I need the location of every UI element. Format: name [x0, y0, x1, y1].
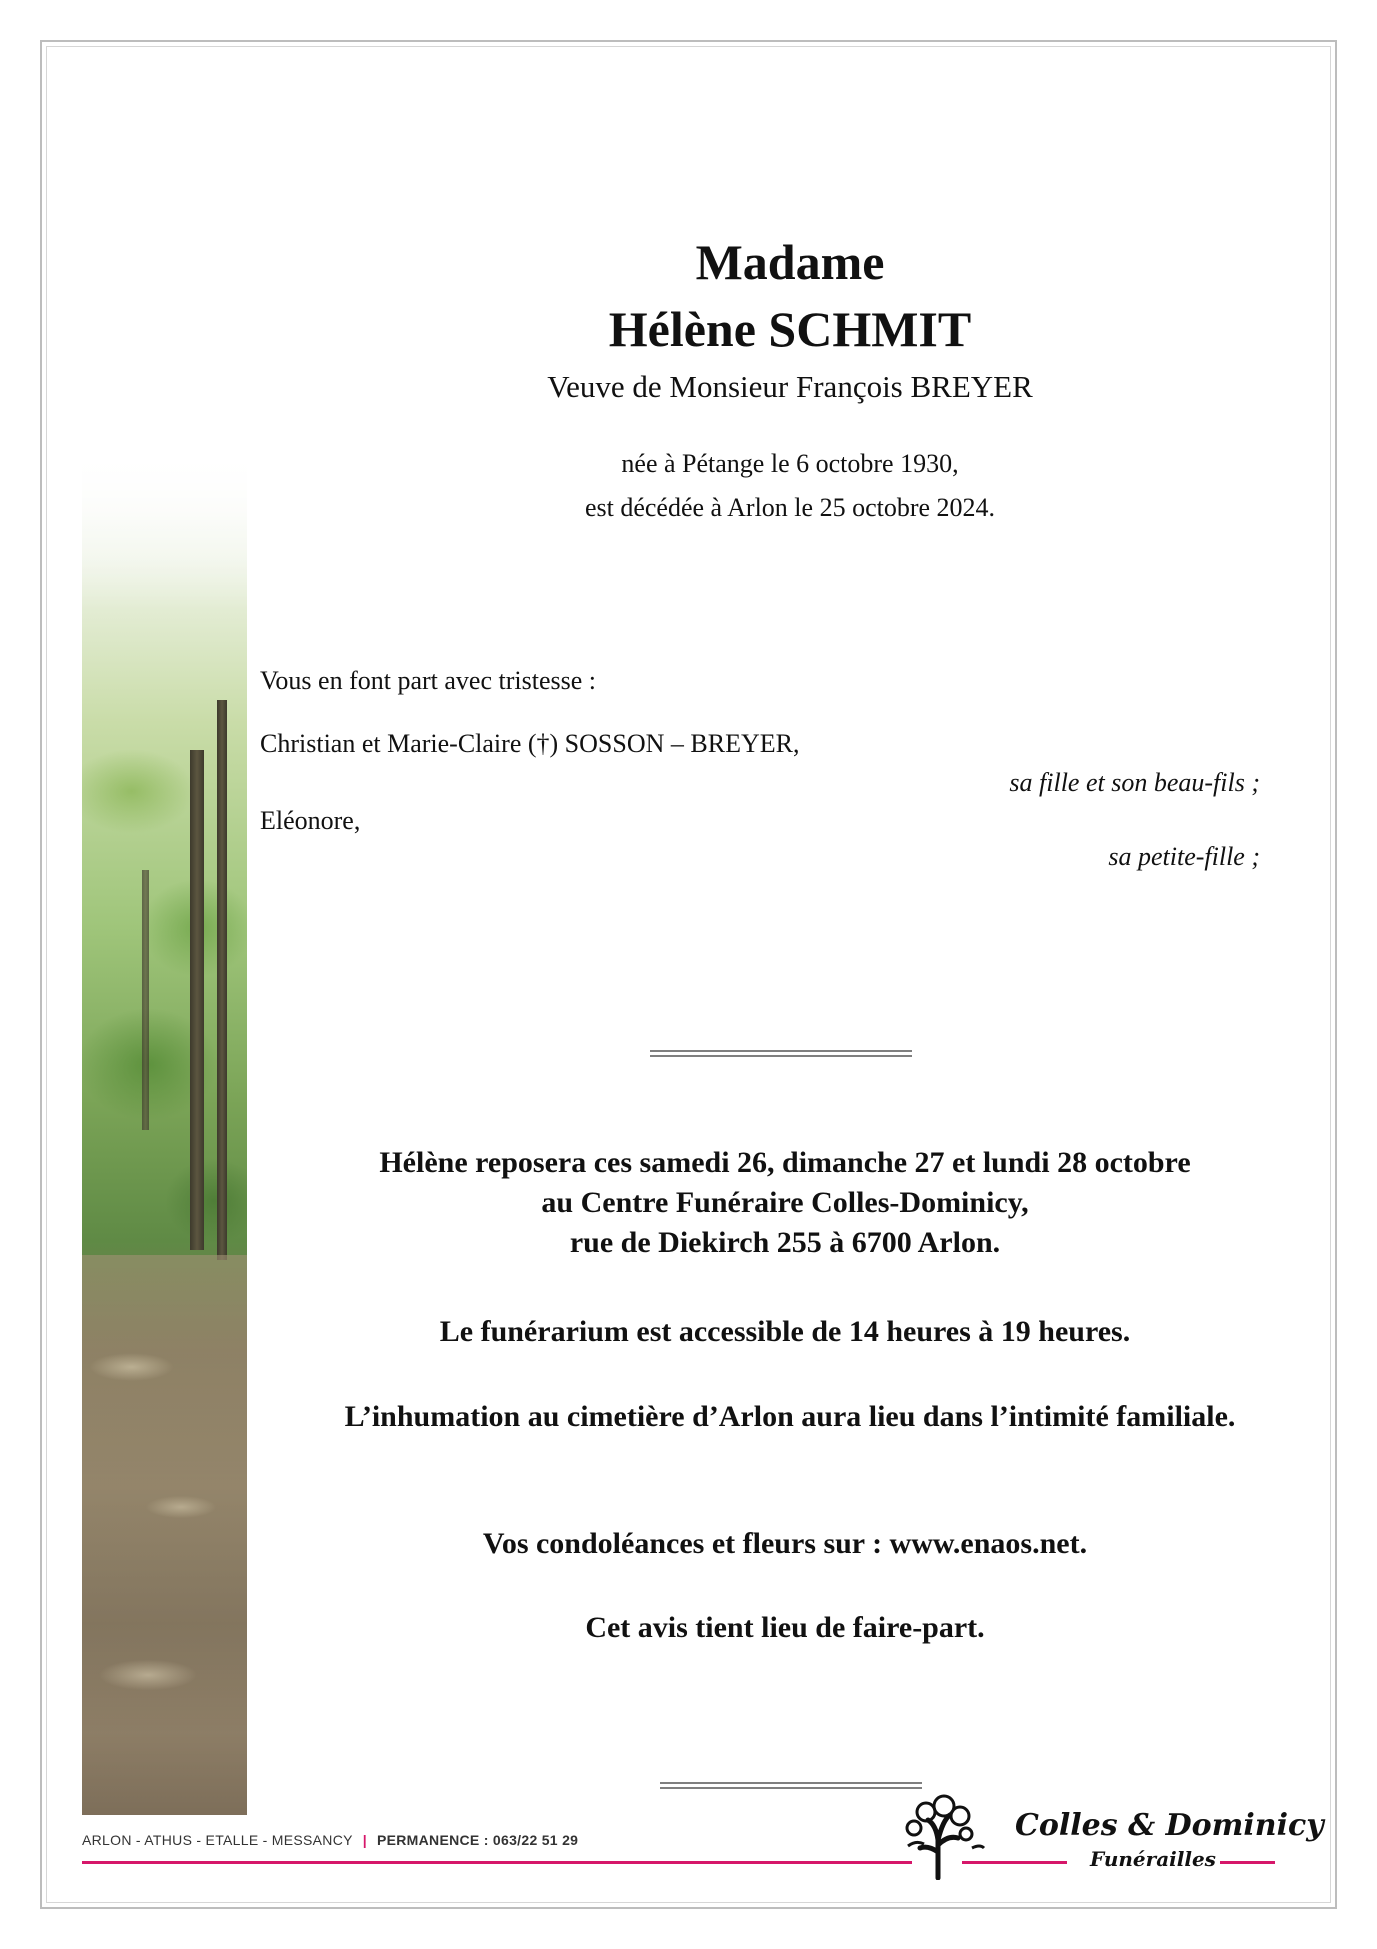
tree-icon [888, 1790, 988, 1880]
footer-separator: | [362, 1832, 367, 1848]
footer-contact [82, 1832, 578, 1848]
footer-divider [660, 1782, 922, 1789]
death-line: est décédée à Arlon le 25 octobre 2024. [584, 493, 996, 522]
footer-accent-line [82, 1861, 912, 1864]
family-member-role: sa petite-fille ; [1108, 842, 1260, 871]
visitation-line: au Centre Funéraire Colles-Dominicy, [541, 1186, 1029, 1219]
family-section [260, 666, 1260, 886]
locations: ARLON - ATHUS - ETALLE - MESSANCY [82, 1832, 353, 1848]
company-logo-subtitle: Funérailles [1090, 1847, 1216, 1871]
burial-info: L’inhumation au cimetière d’Arlon aura lieu dans l’intimité familiale. [344, 1400, 1236, 1433]
footer-accent-line [1220, 1861, 1275, 1864]
company-logo-name: Colles & Dominicy [1015, 1808, 1324, 1843]
visitation-info [270, 1143, 1300, 1263]
honorific: Madame [695, 234, 885, 290]
widow-of: Veuve de Monsieur François BREYER [547, 369, 1033, 404]
visitation-line: rue de Diekirch 255 à 6700 Arlon. [569, 1226, 1001, 1259]
family-member-name: Christian et Marie-Claire (†) SOSSON – BREYER, [260, 729, 800, 758]
family-member-role: sa fille et son beau-fils ; [1009, 768, 1260, 797]
family-member-name: Eléonore, [260, 806, 361, 835]
permanence-phone: PERMANENCE : 063/22 51 29 [377, 1832, 579, 1848]
section-divider [650, 1050, 912, 1057]
deceased-name: Hélène SCHMIT [608, 301, 972, 357]
visitation-line: Hélène reposera ces samedi 26, dimanche 27 et lundi 28 octobre [379, 1146, 1191, 1179]
opening-hours: Le funérarium est accessible de 14 heures à 19 heures. [439, 1315, 1131, 1348]
forest-path-image [82, 450, 247, 1815]
condolences-info: Vos condoléances et fleurs sur : www.enaos.net. [482, 1527, 1088, 1560]
notice-line: Cet avis tient lieu de faire-part. [585, 1611, 985, 1644]
family-intro: Vous en font part avec tristesse : [260, 666, 596, 695]
birth-line: née à Pétange le 6 octobre 1930, [621, 449, 959, 478]
